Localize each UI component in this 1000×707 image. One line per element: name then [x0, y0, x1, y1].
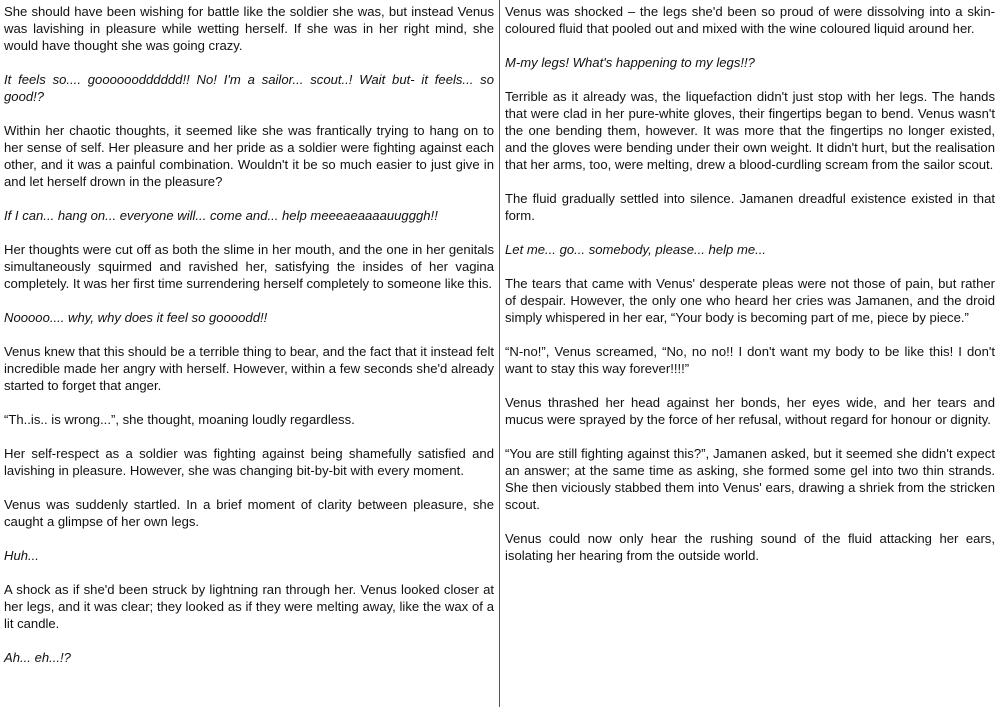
column-divider	[499, 0, 500, 707]
paragraph: Her self-respect as a soldier was fighting against being shamefully satisfied and lavishing in pleasure. However, she was changing bit-by-bit with every moment.	[4, 446, 494, 478]
paragraph: Her thoughts were cut off as both the slime in her mouth, and the one in her genitals simultaneously squirmed and ravished her, satisfying the insides of her vagina completely. It was her first time surrendering herself completely to someone like this.	[4, 242, 494, 291]
thought-paragraph: Ah... eh...!?	[4, 650, 71, 665]
paragraph: “You are still fighting against this?”, Jamanen asked, but it seemed she didn't expect an answer; at the same time as asking, she formed some gel into two thin strands. She then viciously stabbed them into Venus' ears, drawing a shriek from the stricken scout.	[505, 446, 995, 512]
paragraph: Venus could now only hear the rushing sound of the fluid attacking her ears, isolating her hearing from the outside world.	[505, 531, 995, 563]
thought-paragraph: It feels so.... goooooodddddd!! No! I'm a sailor... scout..! Wait but- it feels... so good!?	[4, 72, 494, 104]
paragraph: Venus was suddenly startled. In a brief moment of clarity between pleasure, she caught a glimpse of her own legs.	[4, 497, 494, 529]
paragraph: Venus thrashed her head against her bonds, her eyes wide, and her tears and mucus were sprayed by the force of her refusal, without regard for honour or dignity.	[505, 395, 995, 427]
paragraph: Venus was shocked – the legs she'd been so proud of were dissolving into a skin-coloured fluid that pooled out and mixed with the wine coloured liquid around her.	[505, 4, 995, 36]
paragraph: “Th..is.. is wrong...”, she thought, moaning loudly regardless.	[4, 412, 355, 427]
paragraph: The tears that came with Venus' desperate pleas were not those of pain, but rather of despair. However, the only one who heard her cries was Jamanen, and the droid simply whispered in her ear, “Your body is becoming part of me, piece by piece.”	[505, 276, 995, 325]
paragraph: Within her chaotic thoughts, it seemed like she was frantically trying to hang on to her sense of self. Her pleasure and her pride as a soldier were fighting against each other, and it was a painful combination. Wouldn't it be so much easier to just give in and let herself drown in the pleasure?	[4, 123, 494, 189]
paragraph: A shock as if she'd been struck by lightning ran through her. Venus looked closer at her legs, and it was clear; they looked as if they were melting away, like the wax of a lit candle.	[4, 582, 494, 631]
left-column	[4, 3, 494, 683]
thought-paragraph: Let me... go... somebody, please... help me...	[505, 242, 767, 257]
thought-paragraph: M-my legs! What's happening to my legs!!?	[505, 55, 755, 70]
thought-paragraph: Nooooo.... why, why does it feel so goooodd!!	[4, 310, 268, 325]
paragraph: “N-no!”, Venus screamed, “No, no no!! I don't want my body to be like this! I don't want to stay this way forever!!!!”	[505, 344, 995, 376]
thought-paragraph: Huh...	[4, 548, 39, 563]
right-column	[505, 3, 995, 581]
paragraph: Terrible as it already was, the liquefaction didn't just stop with her legs. The hands that were clad in her pure-white gloves, their fingertips began to bend. Venus wasn't the one bending them, however. It was more that the fingertips no longer existed, and the gloves were bending under their own weight. It didn't hurt, but the realisation that her arms, too, were melting, drew a blood-curdling scream from the sailor scout.	[505, 89, 995, 172]
paragraph: Venus knew that this should be a terrible thing to bear, and the fact that it instead felt incredible made her angry with herself. However, within a few seconds she'd already started to forget that anger.	[4, 344, 494, 393]
thought-paragraph: If I can... hang on... everyone will... come and... help meeeaeaaaauugggh!!	[4, 208, 438, 223]
paragraph: She should have been wishing for battle like the soldier she was, but instead Venus was lavishing in pleasure while wetting herself. If she was in her right mind, she would have thought she was going crazy.	[4, 4, 494, 53]
paragraph: The fluid gradually settled into silence. Jamanen dreadful existence existed in that form.	[505, 191, 995, 223]
